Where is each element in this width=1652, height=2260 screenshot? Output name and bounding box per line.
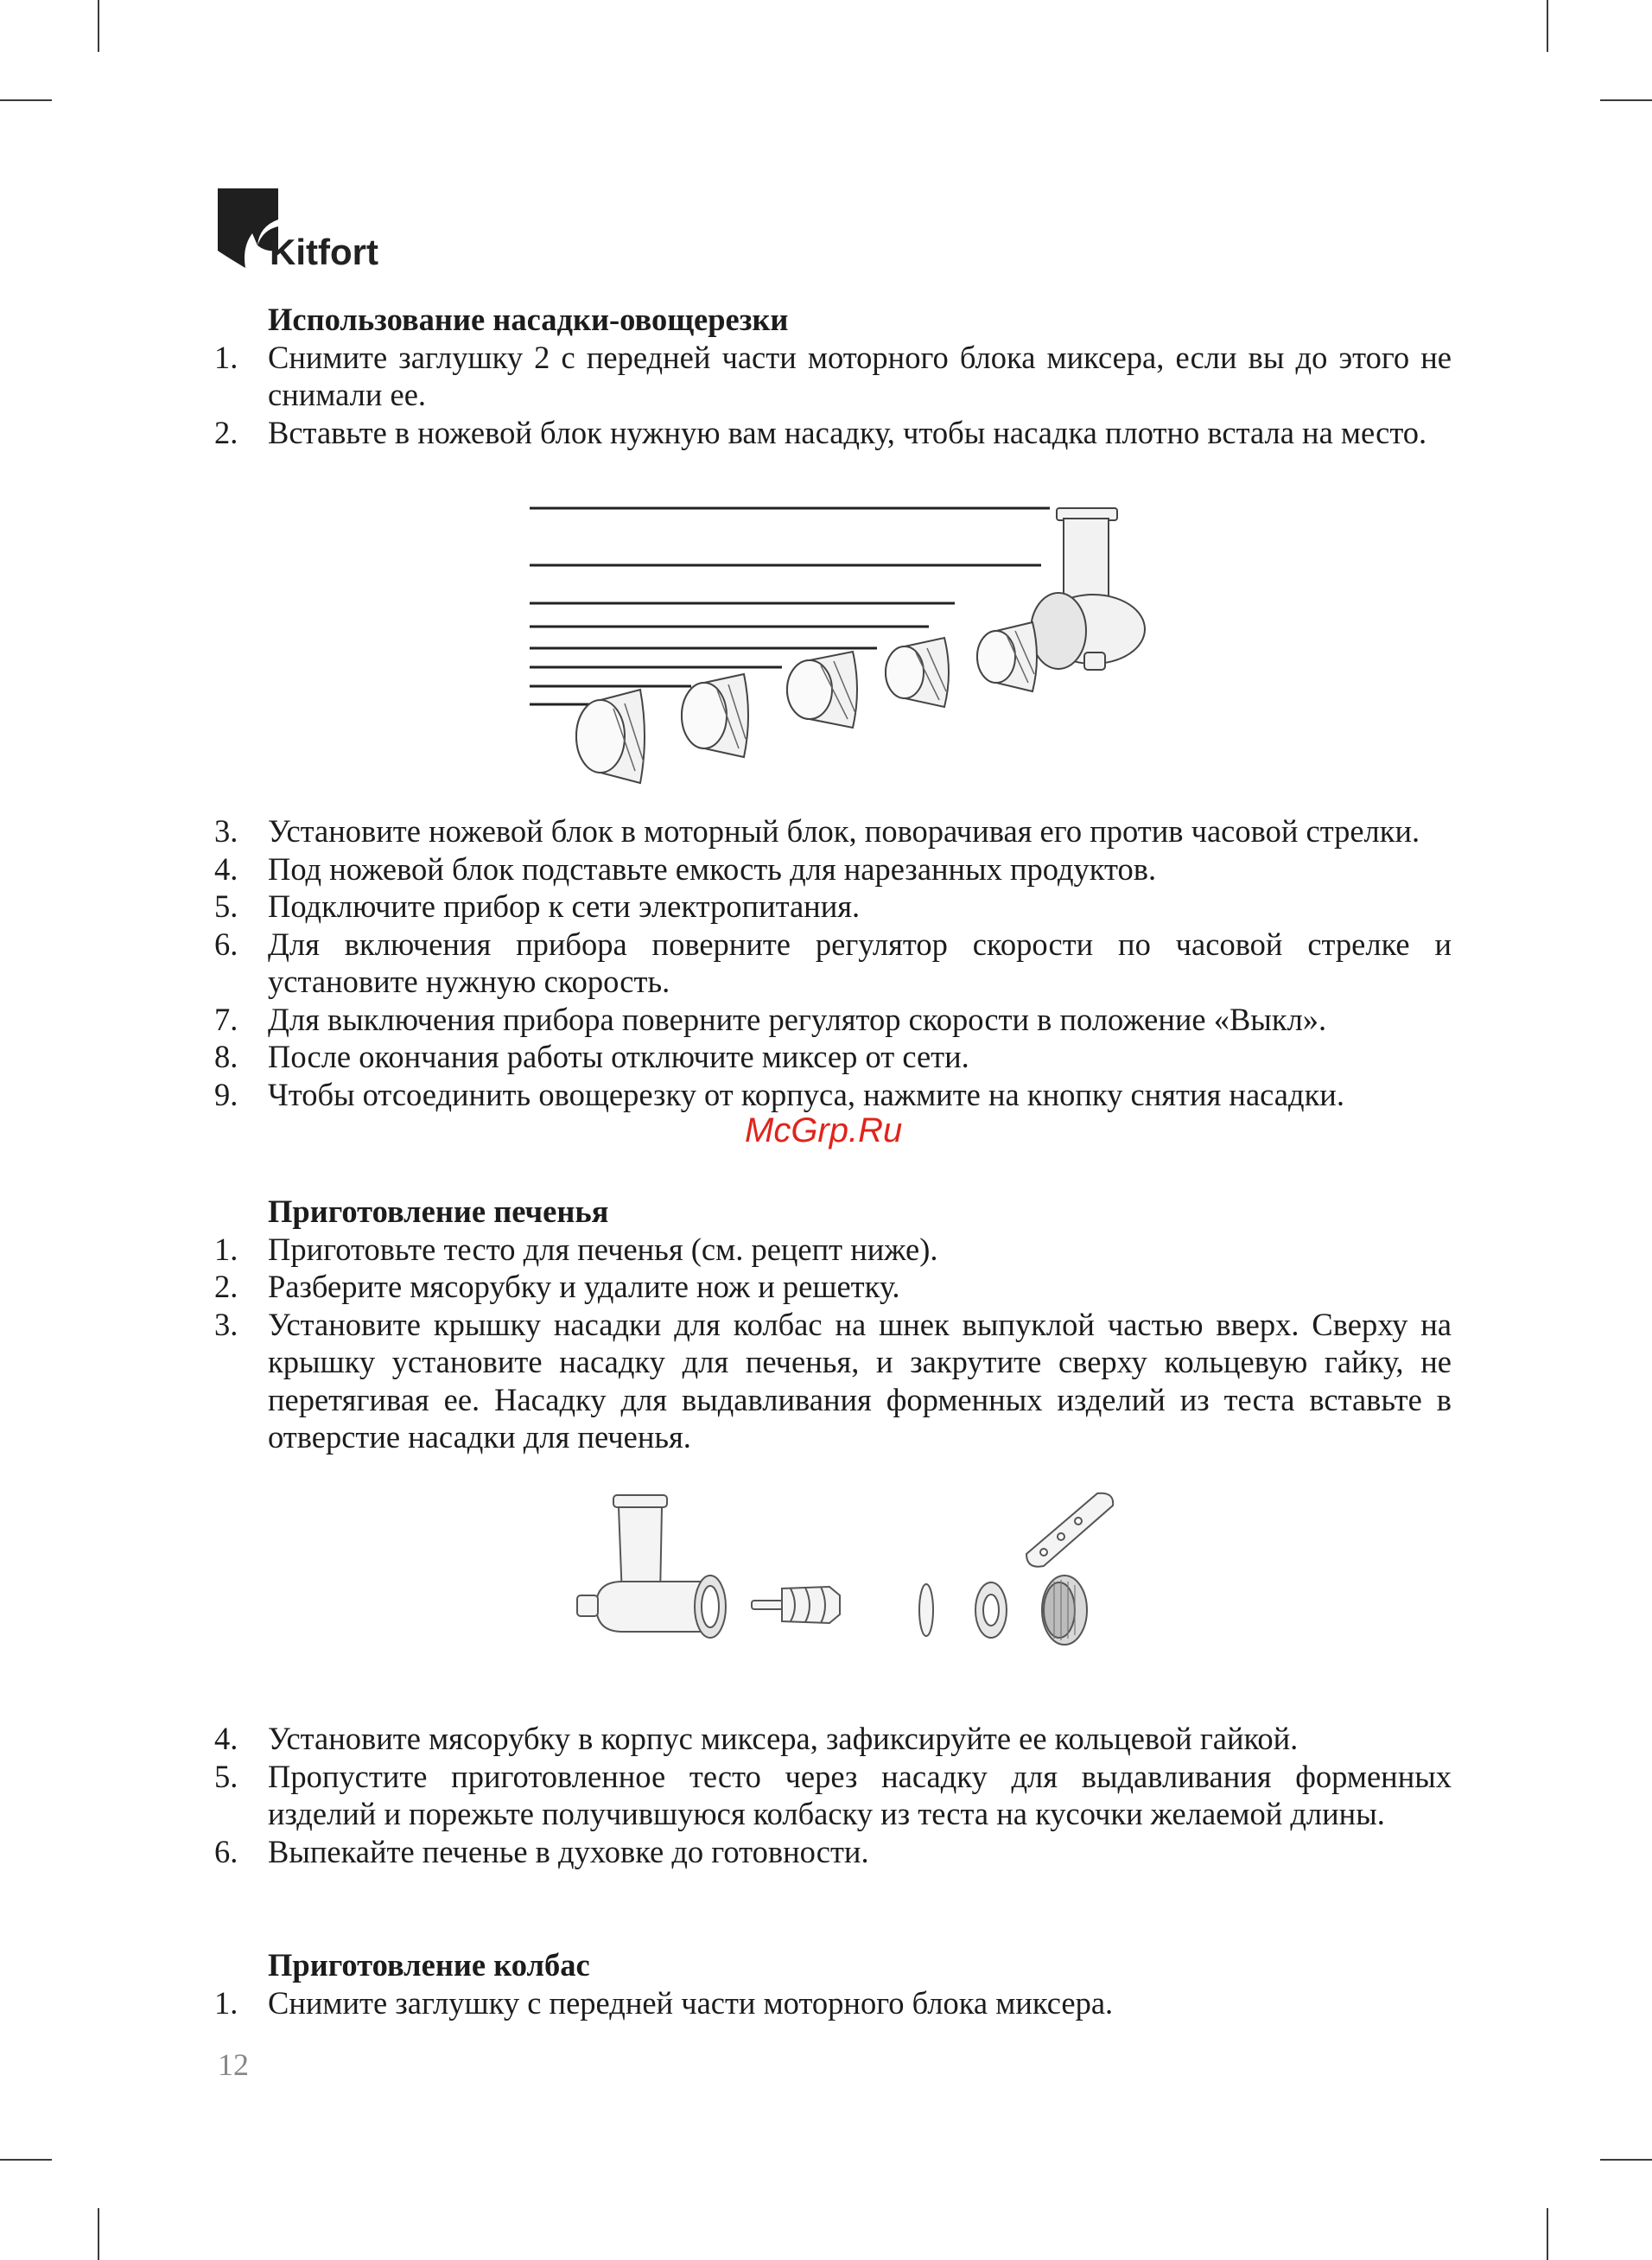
section-heading: Приготовление колбас (268, 1947, 590, 1983)
list-item: 4. Установите мясорубку в корпус миксера, зафиксируйте ее кольцевой гайкой. (214, 1721, 1299, 1756)
instruction-list (214, 812, 1452, 1113)
cookie-attachment-illustration (570, 1485, 1123, 1692)
section-sausages (214, 1946, 1452, 2021)
brand-name: Kitfort (270, 232, 378, 272)
section-heading: Приготовление печенья (268, 1194, 609, 1229)
instruction-list (214, 1984, 1452, 2022)
list-item: 4. Под ножевой блок подставьте емкость для нарезанных продуктов. (214, 850, 1157, 887)
crop-mark (98, 0, 99, 52)
instruction-list (214, 339, 1452, 452)
instruction-list (214, 1231, 1452, 1456)
list-item: 5. Подключите прибор к сети электропитания. (214, 888, 861, 924)
list-item: 3. Установите ножевой блок в моторный блок, поворачивая его против часовой стрелки. (214, 813, 1420, 849)
page-number: 12 (218, 2047, 249, 2082)
section-heading: Использование насадки-овощерезки (268, 302, 789, 337)
list-item: 6. Выпекайте печенье в духовке до готовности. (214, 1833, 869, 1869)
slicer-attachment-illustration (523, 493, 1166, 786)
list-item: 2. Разберите мясорубку и удалите нож и решетку. (214, 1269, 900, 1304)
section-cookies-continued (214, 1720, 1452, 1870)
list-item: 8. После окончания работы отключите миксер от сети. (214, 1039, 969, 1074)
list-item: 1. Приготовьте тесто для печенья (см. рецепт ниже). (214, 1231, 938, 1267)
crop-mark (1547, 0, 1548, 52)
crop-mark (1600, 99, 1652, 101)
crop-mark (0, 2159, 52, 2161)
crop-mark (1600, 2159, 1652, 2161)
list-item: 3. Установите крышку насадки для колбас на шнек выпуклой частью вверх. Сверху на крышку установите насадку для печенья, и закрутите сверху кольцевую гайку, не перетягивая ее. Насадку для выдавливания форменных изделий из теста вставьте в отверстие насадки для печенья. (214, 1306, 1452, 1455)
list-item: 2. Вставьте в ножевой блок нужную вам насадку, чтобы насадка плотно встала на место. (214, 414, 1427, 450)
list-item: 7. Для выключения прибора поверните регулятор скорости в положение «Выкл». (214, 1001, 1327, 1037)
crop-mark (0, 99, 52, 101)
crop-mark (98, 2208, 99, 2260)
list-item: 6. Для включения прибора поверните регулятор скорости по часовой стрелке и установите нужную скорость. (214, 926, 1452, 999)
section-vegetable-slicer (214, 301, 1452, 451)
watermark: McGrp.Ru (745, 1111, 903, 1149)
section-vegetable-slicer-continued (214, 812, 1452, 1113)
list-item: 5. Пропустите приготовленное тесто через насадку для выдавливания форменных изделий и порежьте получившуюся колбаску из теста на кусочки желаемой длины. (214, 1758, 1452, 1831)
instruction-list (214, 1720, 1452, 1870)
list-item: 1. Снимите заглушку с передней части моторного блока миксера. (214, 1984, 1114, 2021)
section-cookies (214, 1193, 1452, 1456)
crop-mark (1547, 2208, 1548, 2260)
list-item: 9. Чтобы отсоединить овощерезку от корпуса, нажмите на кнопку снятия насадки. (214, 1076, 1344, 1112)
list-item: 1. Снимите заглушку 2 с передней части моторного блока миксера, если вы до этого не снимали ее. (214, 339, 1452, 412)
